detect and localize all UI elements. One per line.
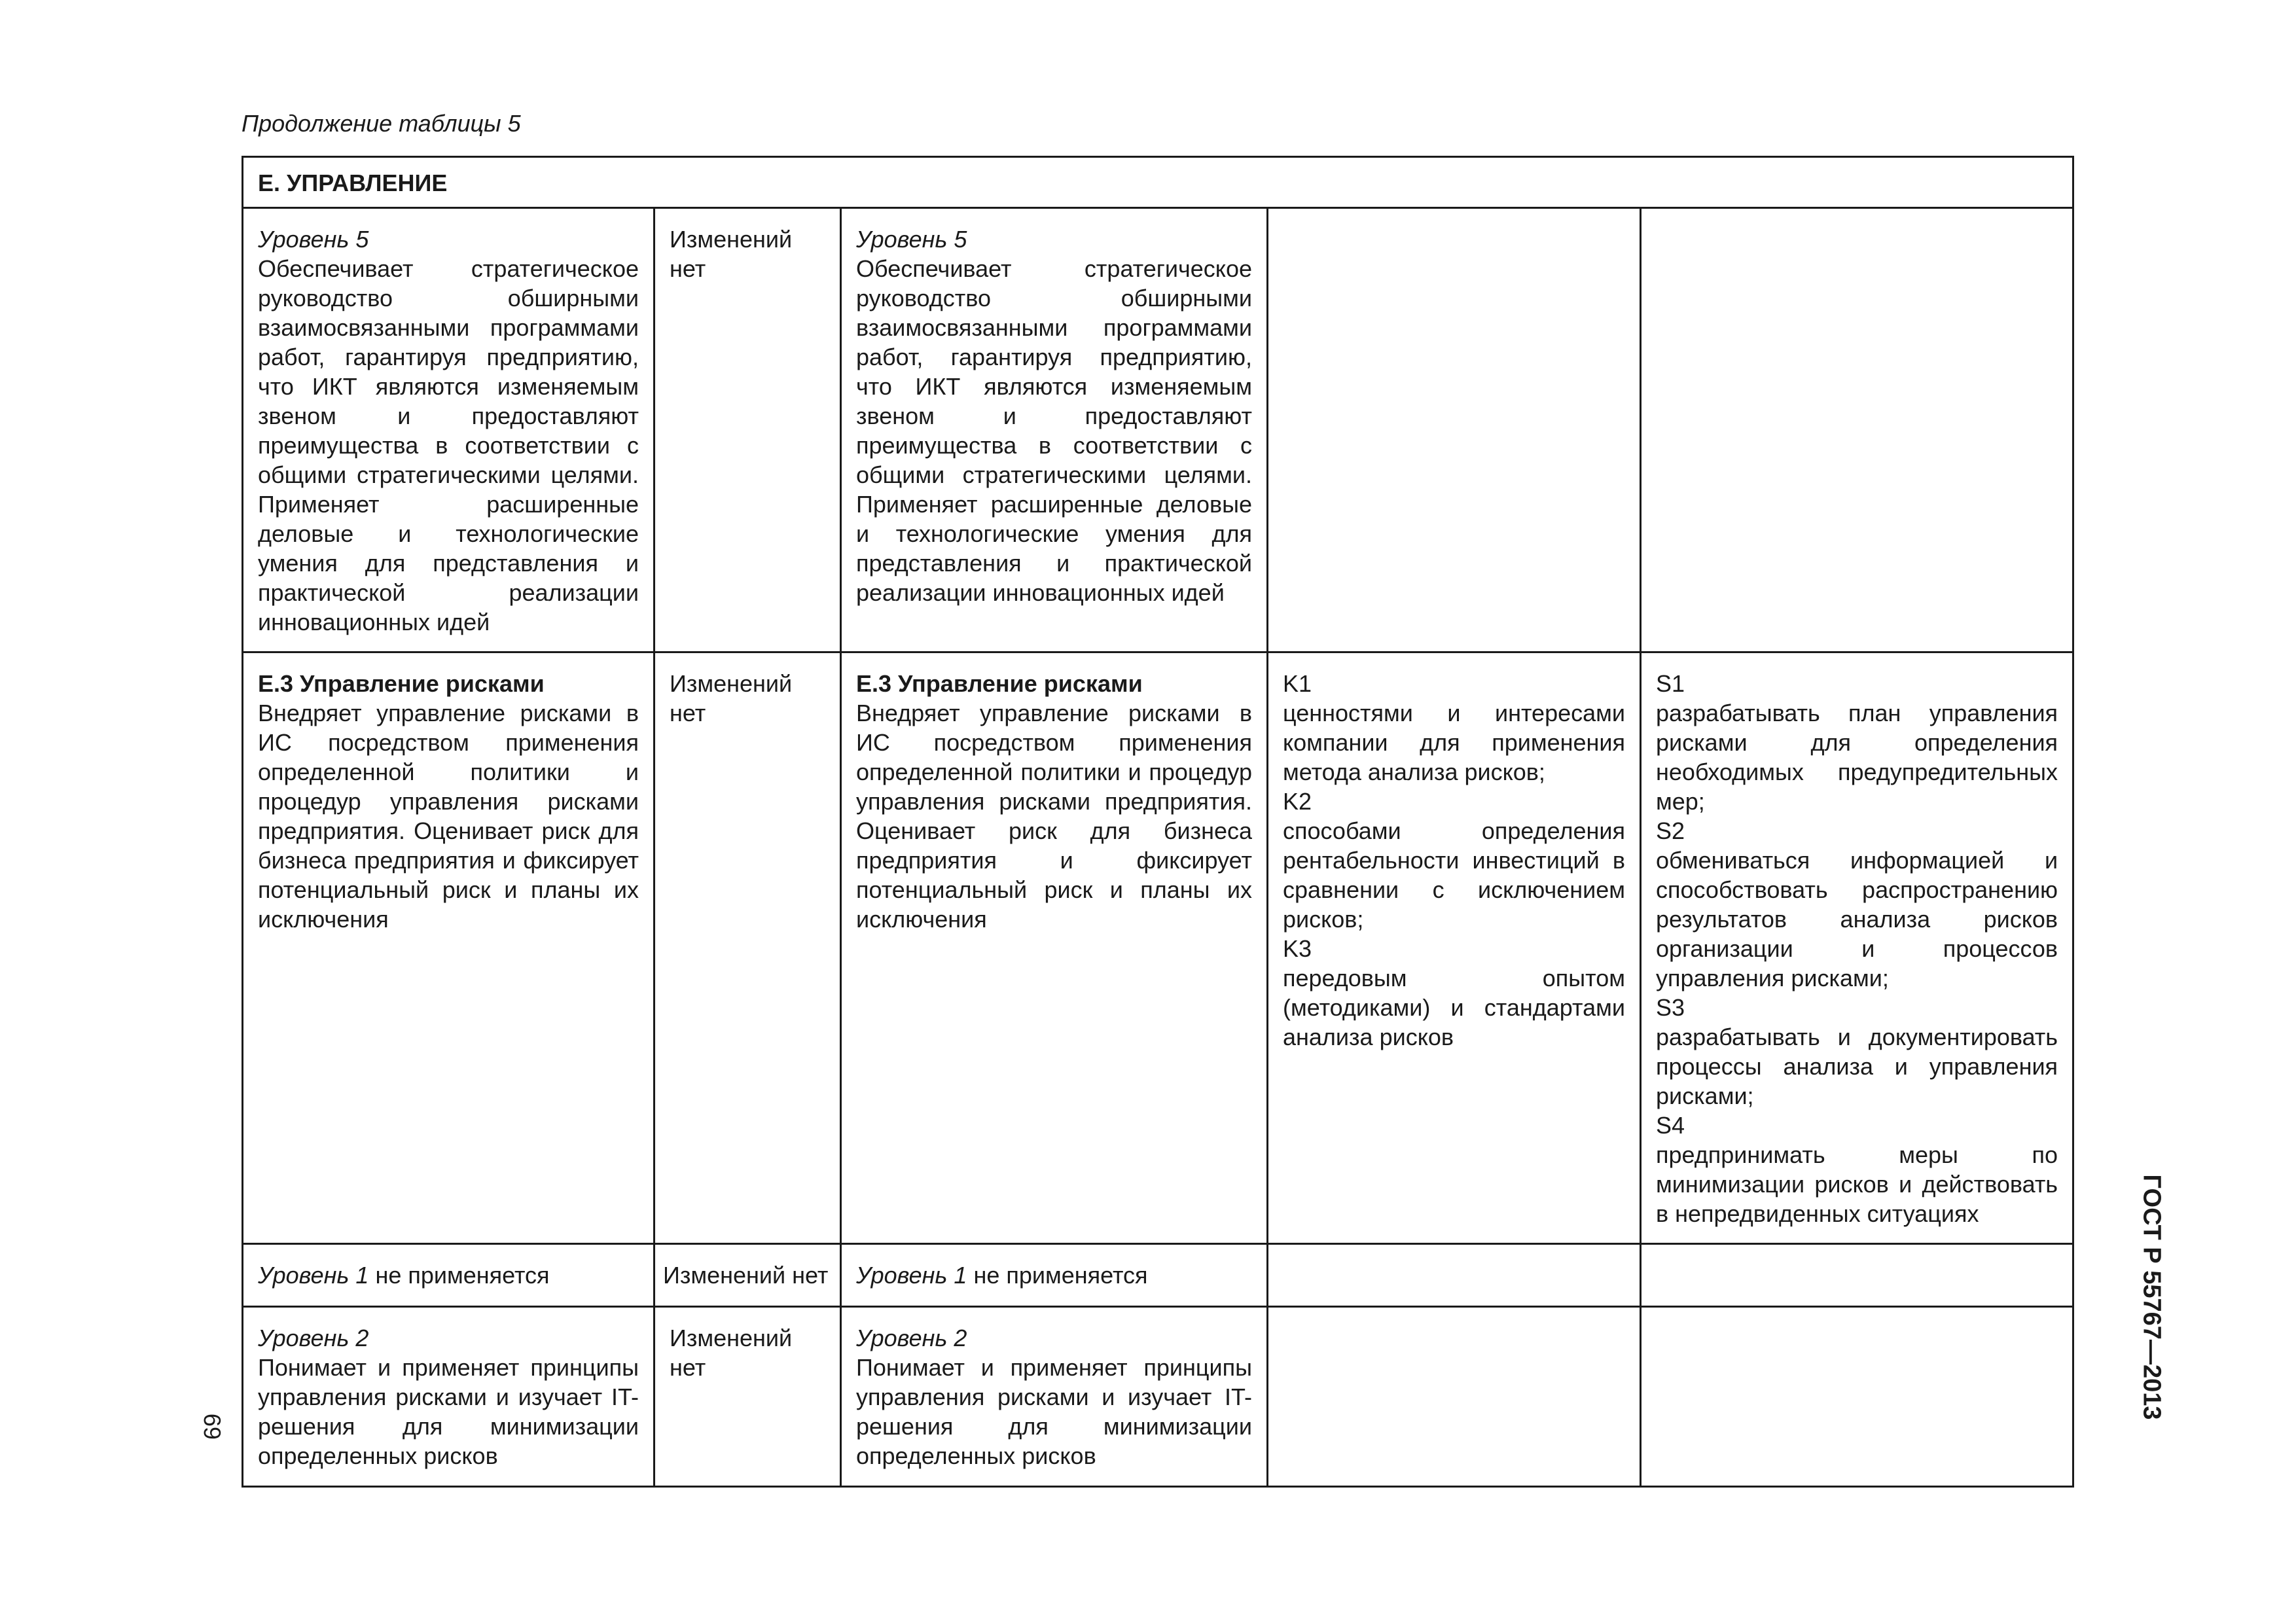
- current-cell: [243, 652, 655, 1244]
- knowledge-text: ценностями и интересами компании для применения метода анализа рисков;: [1283, 700, 1625, 785]
- current-cell: [243, 1244, 655, 1307]
- changes-text: Изменений нет: [670, 670, 793, 726]
- level-title: Уровень 2: [258, 1325, 369, 1351]
- table-row: [243, 652, 2073, 1244]
- knowledge-text: способами определения рентабельности инвестиций в сравнении с исключением рисков;: [1283, 817, 1625, 933]
- skills-cell: [1641, 208, 2073, 652]
- competence-table: [242, 156, 2074, 1488]
- level-description: не применяется: [967, 1262, 1148, 1289]
- skill-code: S1: [1656, 670, 1685, 697]
- table-row: [243, 1307, 2073, 1487]
- level-title: Уровень 5: [258, 226, 369, 253]
- knowledge-cell: [1268, 1244, 1641, 1307]
- knowledge-code: K2: [1283, 788, 1312, 815]
- skill-code: S3: [1656, 994, 1685, 1021]
- skill-text: предпринимать меры по минимизации рисков и действовать в непредвиденных ситуациях: [1656, 1141, 2058, 1227]
- section-header: Е. УПРАВЛЕНИЕ: [243, 157, 2073, 208]
- level-description: Обеспечивает стратегическое руководство обширными взаимосвязанными программами работ, гарантируя предприятию, что ИКТ являются изменяемым звеном и предоставляют преимущества в соответствии с общими стратегическими целями. Применяет расширенные деловые и технологические умения для представления и практической реализации инновационных идей: [258, 255, 639, 635]
- current-cell: [243, 208, 655, 652]
- competence-title: Е.3 Управление рисками: [856, 670, 1143, 697]
- changes-cell: [655, 208, 841, 652]
- skill-code: S4: [1656, 1112, 1685, 1139]
- level-description: Обеспечивает стратегическое руководство обширными взаимосвязанными программами работ, гарантируя предприятию, что ИКТ являются изменяемым звеном и предоставляют преимущества в соответствии с общими стратегическими целями. Применяет расширенные деловые и технологические умения для представления и практической реализации инновационных идей: [856, 255, 1252, 606]
- new-cell: [841, 1307, 1268, 1487]
- table-row: [243, 1244, 2073, 1307]
- level-description: не применяется: [368, 1262, 550, 1289]
- standard-label: [2122, 1160, 2181, 1435]
- changes-text: Изменений нет: [670, 226, 793, 282]
- table-caption: Продолжение таблицы 5: [242, 110, 521, 137]
- changes-text: Изменений нет: [670, 1325, 793, 1381]
- knowledge-code: K3: [1283, 935, 1312, 962]
- section-header-row: [243, 157, 2073, 208]
- skill-text: обмениваться информацией и способствовать распространению результатов анализа рисков организации и процессов управления рисками;: [1656, 847, 2058, 991]
- knowledge-cell: [1268, 652, 1641, 1244]
- knowledge-code: K1: [1283, 670, 1312, 697]
- page-number-text: 69: [199, 1413, 226, 1440]
- level-title: Уровень 1: [258, 1262, 369, 1289]
- skill-text: разрабатывать план управления рисками для определения необходимых предупредительных мер;: [1656, 700, 2058, 815]
- level-description: Понимает и применяет принципы управления рисками и изучает IT-решения для минимизации определенных рисков: [856, 1354, 1252, 1469]
- competence-title: Е.3 Управление рисками: [258, 670, 545, 697]
- changes-cell: [655, 1244, 841, 1307]
- changes-cell: [655, 1307, 841, 1487]
- new-cell: [841, 1244, 1268, 1307]
- changes-text: Изменений нет: [663, 1262, 829, 1289]
- level-title: Уровень 1: [856, 1262, 967, 1289]
- changes-cell: [655, 652, 841, 1244]
- skill-text: разрабатывать и документировать процессы анализа и управления рисками;: [1656, 1024, 2058, 1109]
- new-cell: [841, 652, 1268, 1244]
- skills-cell: [1641, 652, 2073, 1244]
- level-description: Понимает и применяет принципы управления рисками и изучает IT-решения для минимизации определенных рисков: [258, 1354, 639, 1469]
- competence-description: Внедряет управление рисками в ИС посредством применения определенной политики и процедур управления рисками предприятия. Оценивает риск для бизнеса предприятия и фиксирует потенциальный риск и планы их исключения: [258, 700, 639, 933]
- new-cell: [841, 208, 1268, 652]
- level-title: Уровень 5: [856, 226, 967, 253]
- standard-label-text: ГОСТ Р 55767—2013: [2138, 1174, 2166, 1420]
- current-cell: [243, 1307, 655, 1487]
- knowledge-cell: [1268, 1307, 1641, 1487]
- page-number: [193, 1400, 232, 1453]
- level-title: Уровень 2: [856, 1325, 967, 1351]
- skills-cell: [1641, 1244, 2073, 1307]
- skills-cell: [1641, 1307, 2073, 1487]
- knowledge-cell: [1268, 208, 1641, 652]
- table-row: [243, 208, 2073, 652]
- knowledge-text: передовым опытом (методиками) и стандартами анализа рисков: [1283, 965, 1625, 1050]
- competence-description: Внедряет управление рисками в ИС посредством применения определенной политики и процедур управления рисками предприятия. Оценивает риск для бизнеса предприятия и фиксирует потенциальный риск и планы их исключения: [856, 700, 1252, 933]
- skill-code: S2: [1656, 817, 1685, 844]
